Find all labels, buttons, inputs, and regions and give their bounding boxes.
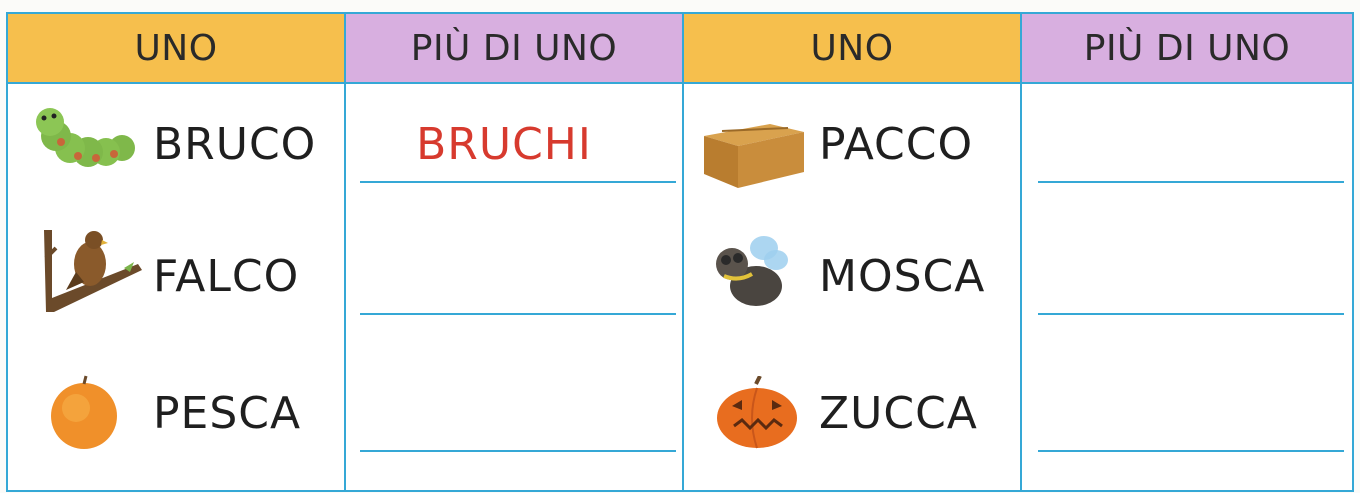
row-falco — [8, 218, 344, 350]
peach-icon — [44, 372, 124, 452]
row-zucca — [684, 350, 1020, 482]
header-uno-1: UNO — [8, 14, 346, 84]
falcon-icon — [38, 228, 148, 323]
row-bruco — [8, 86, 344, 218]
header-uno-2: UNO — [684, 14, 1022, 84]
answer-line-2[interactable] — [360, 313, 676, 315]
column-left-plural — [346, 84, 684, 490]
answer-bruchi: BRUCHI — [416, 119, 592, 170]
word-zucca: ZUCCA — [819, 388, 978, 439]
row-pesca — [8, 350, 344, 482]
answer-row-2 — [346, 218, 682, 350]
box-icon — [696, 114, 808, 194]
word-pacco: PACCO — [819, 119, 974, 170]
column-right-singular — [684, 84, 1022, 490]
answer-row-3 — [346, 350, 682, 482]
pumpkin-icon — [712, 376, 802, 452]
row-mosca — [684, 218, 1020, 350]
answer-row-1 — [346, 86, 682, 218]
answer-line-1[interactable] — [360, 181, 676, 183]
answer-row-4 — [1022, 86, 1352, 218]
word-falco: FALCO — [153, 251, 300, 302]
word-mosca: MOSCA — [819, 251, 986, 302]
answer-line-6[interactable] — [1038, 450, 1344, 452]
answer-row-6 — [1022, 350, 1352, 482]
fly-icon — [706, 230, 794, 320]
answer-row-5 — [1022, 218, 1352, 350]
column-right-plural — [1022, 84, 1352, 490]
column-left-singular — [8, 84, 346, 490]
caterpillar-icon — [26, 106, 136, 176]
header-piu-di-uno-1: PIÙ DI UNO — [346, 14, 684, 84]
word-pesca: PESCA — [153, 388, 302, 439]
singular-plural-table — [6, 12, 1354, 492]
header-piu-di-uno-2: PIÙ DI UNO — [1022, 14, 1352, 84]
answer-line-3[interactable] — [360, 450, 676, 452]
row-pacco — [684, 86, 1020, 218]
word-bruco: BRUCO — [153, 119, 317, 170]
answer-line-4[interactable] — [1038, 181, 1344, 183]
answer-line-5[interactable] — [1038, 313, 1344, 315]
